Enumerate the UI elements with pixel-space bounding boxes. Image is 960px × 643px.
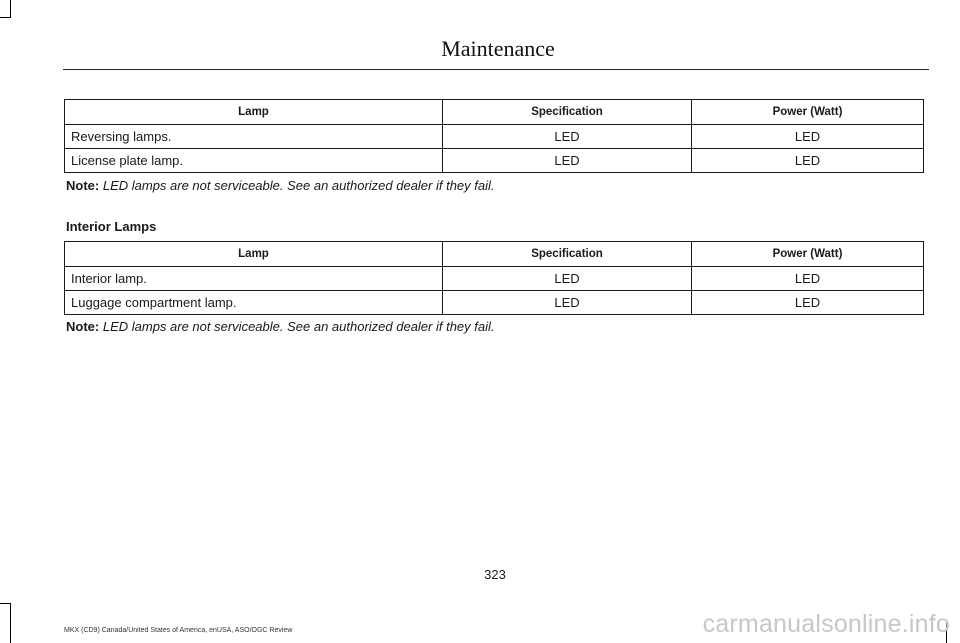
crop-mark-bottom-left-vertical [10,603,11,643]
column-header-specification: Specification [443,100,692,125]
specification-cell: LED [443,291,692,315]
table-row [65,125,924,149]
lamp-cell: Interior lamp. [65,267,443,291]
column-header-specification: Specification [443,242,692,267]
watermark: carmanualsonline.info [702,610,950,638]
document-footer: MKX (CD9) Canada/United States of America, enUSA, ASO/OGC Review [64,627,293,634]
note-interior-lamps [66,319,495,334]
column-header-power: Power (Watt) [692,100,924,125]
page-number: 323 [484,567,506,582]
power-cell: LED [692,267,924,291]
column-header-lamp: Lamp [65,242,443,267]
note-exterior-lamps [66,178,495,193]
table-row [65,149,924,173]
interior-lamps-table [64,241,924,315]
power-cell: LED [692,125,924,149]
power-cell: LED [692,149,924,173]
note-text: LED lamps are not serviceable. See an authorized dealer if they fail. [102,319,495,334]
crop-mark-top-left-horizontal [0,17,11,18]
lamp-cell: License plate lamp. [65,149,443,173]
specification-cell: LED [443,125,692,149]
exterior-lamps-table [64,99,924,173]
specification-cell: LED [443,149,692,173]
note-label: Note: [66,178,100,193]
table-row [65,267,924,291]
page-title: Maintenance [441,36,555,61]
header-divider [63,69,929,70]
specification-cell: LED [443,267,692,291]
section-heading-interior-lamps: Interior Lamps [66,219,157,234]
column-header-power: Power (Watt) [692,242,924,267]
crop-mark-top-left-vertical [10,0,11,17]
crop-mark-bottom-left-horizontal [0,603,11,604]
note-text: LED lamps are not serviceable. See an authorized dealer if they fail. [102,178,495,193]
table-header-row [65,100,924,125]
lamp-cell: Luggage compartment lamp. [65,291,443,315]
table-header-row [65,242,924,267]
column-header-lamp: Lamp [65,100,443,125]
power-cell: LED [692,291,924,315]
table-row [65,291,924,315]
lamp-cell: Reversing lamps. [65,125,443,149]
note-label: Note: [66,319,100,334]
